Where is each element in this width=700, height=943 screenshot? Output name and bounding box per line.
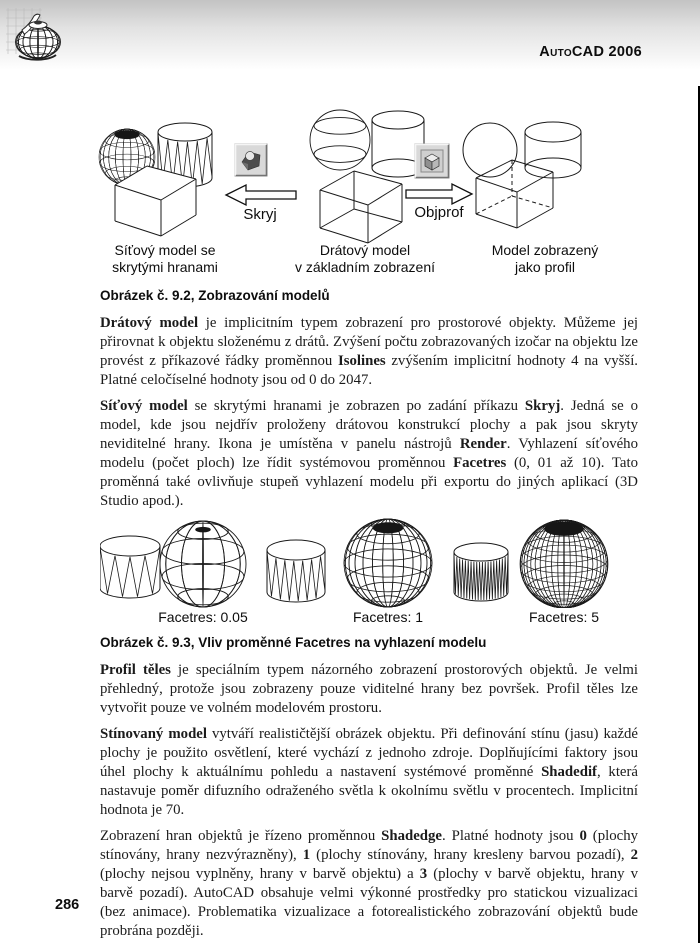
wireframe-teapot-logo-icon bbox=[4, 6, 76, 68]
figure-9-3-art bbox=[100, 518, 638, 608]
paragraph-shadedge: Zobrazení hran objektů je řízeno proměnnou Shadedge. Platné hodnoty jsou 0 (plochy stínovány, hrany nezvýrazněny), 1 (plochy stínovány, hrany kresleny barvou pozadí), 2 (plochy nejsou vyplněny, hrany v barvě objektu) a 3 (plochy v barvě objektu, hrany v barvě pozadí). AutoCAD obsahuje velmi výkonné prostředky pro statickou vizualizaci (bez animace). Problematika vizualizace a fotorealistického zobrazování objektů bude probrána později. bbox=[100, 828, 638, 939]
figure-9-3 bbox=[100, 518, 638, 626]
paragraph-stinovany-model: Stínovaný model vytváří realističtější obrázek objektu. Při definování stínu (jasu) každé plochy je použito osvětlení, které vychází z jednoho zdroje. Doplňujícími faktory jsou úhel plochy k aktuálnímu pohledu a nastavení systémové proměnné Shadedif, která nastavuje poměr difuzního odraženého světla k okolnímu světlu v procentech. Implicitní hodnota je 70. bbox=[100, 726, 638, 818]
figure-9-2-label-mesh-model: Síťový model se skrytými hranami bbox=[112, 242, 218, 275]
paragraph-sitovy-model: Síťový model se skrytými hranami je zobrazen po zadání příkazu Skryj. Jedná se o model, kde jsou nejdřív proloženy drátovou konstrukcí plochy a pak jsou skryty neviditelné hrany. Ikona je umístěna v panelu nástrojů Render. Vyhlazení síťového modelu (počet ploch) lze řídit systémovou proměnnou Facetres (0, 01 až 10). Tato proměnná také ovlivňuje stupeň vyhlazení modelu při exportu do jiných aplikací (3D Studio apod.). bbox=[100, 398, 639, 509]
figure-9-2-art bbox=[0, 100, 700, 255]
figure-9-3-caption: Obrázek č. 9.3, Vliv proměnné Facetres na vyhlazení modelu bbox=[100, 635, 487, 650]
facetres-005-label: Facetres: 0.05 bbox=[158, 609, 248, 625]
facetres-5-label: Facetres: 5 bbox=[528, 609, 600, 625]
figure-9-2-label-profile-model: Model zobrazený jako profil bbox=[491, 242, 599, 275]
skryj-command-label: Skryj bbox=[243, 206, 277, 223]
figure-9-2-caption: Obrázek č. 9.2, Zobrazování modelů bbox=[100, 288, 330, 303]
objprof-command-label: Objprof bbox=[414, 204, 464, 221]
page-number: 286 bbox=[55, 897, 80, 913]
text-column bbox=[100, 288, 638, 943]
paragraph-dratovy-model: Drátový model je implicitním typem zobrazení pro prostorové objekty. Můžeme jej přirovnat k objektu složenému z drátů. Zvýšení počtu zobrazovaných izočar na objektu lze provést z příkazové řádky proměnnou Isolines zvýšením implicitní hodnoty 4 na vyšší. Platné celočíselné hodnoty jsou od 0 do 2047. bbox=[100, 315, 639, 388]
brand-text: AutoCAD 2006 bbox=[539, 44, 642, 60]
facetres-1-label: Facetres: 1 bbox=[352, 609, 424, 625]
paragraph-profil-teles: Profil těles je speciálním typem názorného zobrazení prostorových objektů. Je velmi přehledný, protože jsou zobrazeny pouze viditelné hrany bez površek. Profil těles lze vytvořit pouze ve volném modelovém prostoru. bbox=[100, 662, 638, 716]
figure-9-2-label-wire-model: Drátový model v základním zobrazení bbox=[294, 242, 436, 275]
